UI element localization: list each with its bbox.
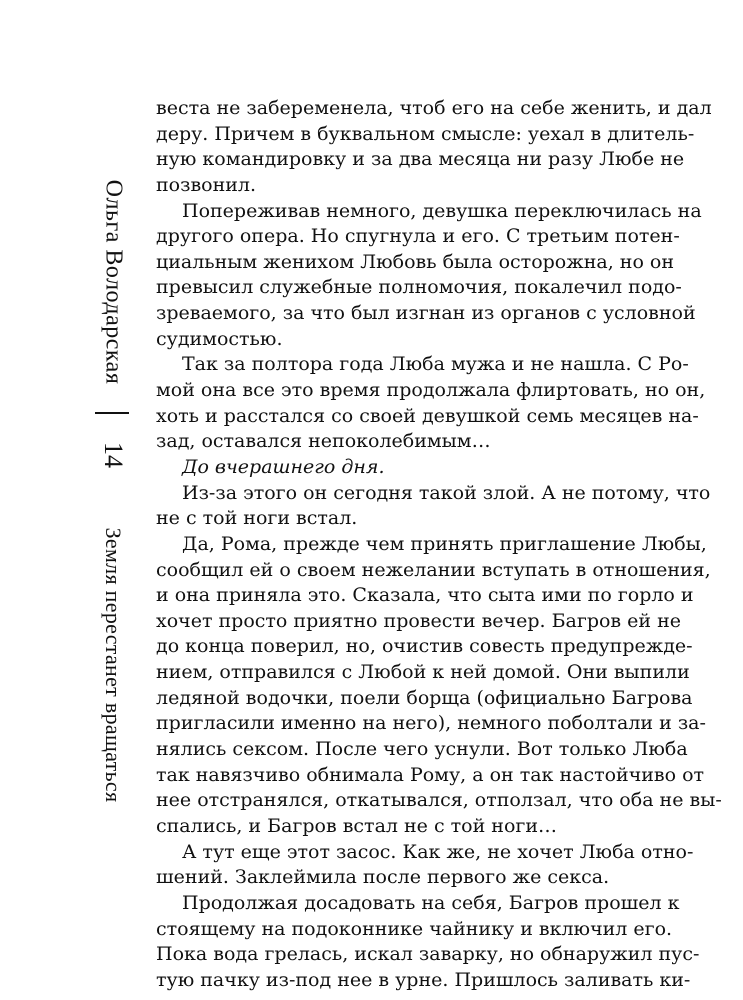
book-title: Земля перестанет вращаться xyxy=(101,527,126,803)
text-line: Пока вода грелась, искал заварку, но обнаружил пус- xyxy=(156,943,700,966)
text-line: нием, отправился с Любой к ней домой. Они выпили xyxy=(156,661,690,684)
text-line: превысил служебные полномочия, покалечил подо- xyxy=(156,276,682,299)
text-line: Да, Рома, прежде чем принять приглашение Любы, xyxy=(182,532,707,555)
text-line: не с той ноги встал. xyxy=(156,507,358,530)
text-line: деру. Причем в буквальном смысле: уехал в длитель- xyxy=(156,122,695,145)
running-head-author xyxy=(93,168,133,396)
text-line: Попереживав немного, девушка переключилась на xyxy=(182,199,702,222)
text-line: позвонил. xyxy=(156,173,257,196)
page-number xyxy=(93,440,133,480)
running-head-title xyxy=(93,496,133,834)
text-line: хоть и расстался со своей девушкой семь месяцев на- xyxy=(156,404,699,427)
running-head xyxy=(93,168,133,868)
text-line: шений. Заклеймила после первого же секса. xyxy=(156,866,610,889)
text-line: Так за полтора года Люба мужа и не нашла. С Ро- xyxy=(182,353,689,376)
text-line: нялись сексом. После чего уснули. Вот только Люба xyxy=(156,738,688,761)
text-line: мой она все это время продолжала флиртовать, но он, xyxy=(156,379,706,402)
text-line: веста не забеременела, чтоб его на себе женить, и дал xyxy=(156,97,712,119)
text-line: стоящему на подоконнике чайнику и включил его. xyxy=(156,917,673,940)
text-line: циальным женихом Любовь была осторожна, но он xyxy=(156,250,675,273)
text-line: до конца поверил, но, очистив совесть предупрежде- xyxy=(156,635,693,658)
author-name: Ольга Володарская xyxy=(100,179,127,385)
body-text xyxy=(156,96,722,993)
text-line: нее отстранялся, откатывался, отползал, что оба не вы- xyxy=(156,789,722,812)
text-line: судимостью. xyxy=(156,327,283,350)
text-line: А тут еще этот засос. Как же, не хочет Люба отно- xyxy=(182,840,694,863)
text-line: ную командировку и за два месяца ни разу Любе не xyxy=(156,148,685,171)
text-line: сообщил ей о своем нежелании вступать в отношения, xyxy=(156,558,711,581)
text-line: ледяной водочки, поели борща (официально Багрова xyxy=(156,686,693,709)
text-line: другого опера. Но спугнула и его. С третьим потен- xyxy=(156,225,680,248)
text-line: Из-за этого он сегодня такой злой. А не потому, что xyxy=(182,481,711,504)
text-line: зад, оставался непоколебимым… xyxy=(156,430,491,453)
text-line: тую пачку из-под нее в урне. Пришлось заливать ки- xyxy=(156,968,691,991)
running-head-divider xyxy=(95,412,129,414)
text-line: зреваемого, за что был изгнан из органов с условной xyxy=(156,302,696,325)
text-line: так навязчиво обнимала Рому, а он так настойчиво от xyxy=(156,763,705,786)
text-line: пригласили именно на него), немного поболтали и за- xyxy=(156,712,706,735)
text-line: хочет просто приятно провести вечер. Багров ей не xyxy=(156,609,682,632)
text-line: спались, и Багров встал не с той ноги… xyxy=(156,814,558,837)
page-number-text: 14 xyxy=(99,442,128,468)
text-line: Продолжая досадовать на себя, Багров прошел к xyxy=(182,891,680,914)
text-line-italic: До вчерашнего дня. xyxy=(182,455,385,478)
text-line: и она приняла это. Сказала, что сыта ими по горло и xyxy=(156,584,694,607)
